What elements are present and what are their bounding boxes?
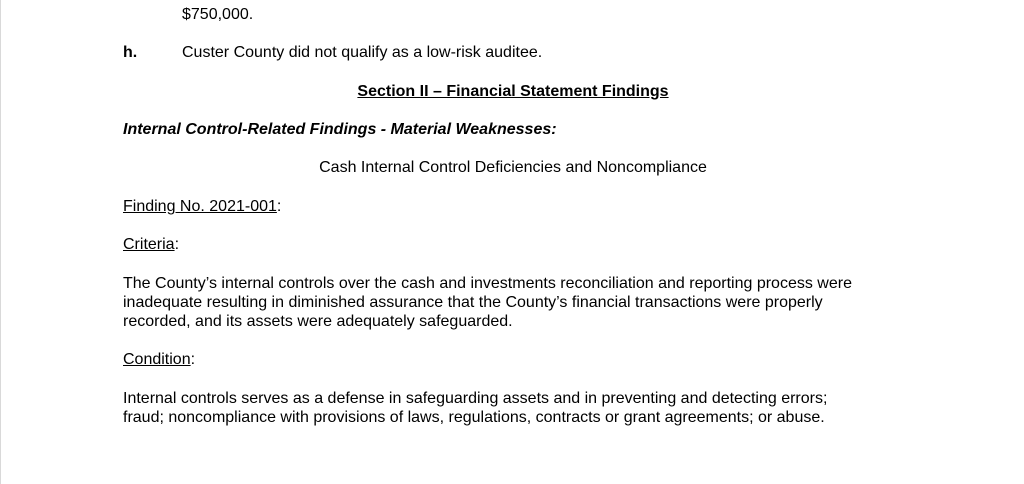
- condition-heading: [123, 350, 195, 369]
- criteria-suffix: :: [174, 236, 180, 253]
- section-heading: [1, 82, 1024, 101]
- finding-title: Cash Internal Control Deficiencies and Noncompliance: [319, 159, 707, 176]
- condition-suffix: :: [190, 351, 196, 368]
- finding-number: [123, 197, 281, 216]
- criteria-paragraph: [123, 274, 903, 331]
- section-heading-text: Section II – Financial Statement Findings: [357, 83, 669, 100]
- condition-paragraph: [123, 389, 903, 427]
- item-h-text: Custer County did not qualify as a low-risk auditee.: [182, 44, 543, 61]
- finding-number-label: Finding No. 2021-001: [123, 198, 277, 215]
- criteria-label: Criteria: [123, 236, 175, 253]
- condition-line: fraud; noncompliance with provisions of laws, regulations, contracts or grant agreements; or abuse.: [123, 409, 825, 426]
- criteria-line: inadequate resulting in diminished assurance that the County’s financial transactions were properly: [123, 294, 823, 311]
- finding-number-suffix: :: [276, 198, 282, 215]
- item-g-continuation: $750,000.: [182, 6, 254, 23]
- criteria-heading: [123, 235, 179, 254]
- item-h-marker: h.: [123, 44, 138, 61]
- condition-label: Condition: [123, 351, 191, 368]
- criteria-line: recorded, and its assets were adequately safeguarded.: [123, 313, 513, 330]
- criteria-line: The County’s internal controls over the cash and investments reconciliation and reporting process were: [123, 275, 852, 292]
- material-weaknesses-subheading: Internal Control-Related Findings - Material Weaknesses:: [123, 121, 557, 138]
- condition-line: Internal controls serves as a defense in safeguarding assets and in preventing and detecting errors;: [123, 390, 828, 407]
